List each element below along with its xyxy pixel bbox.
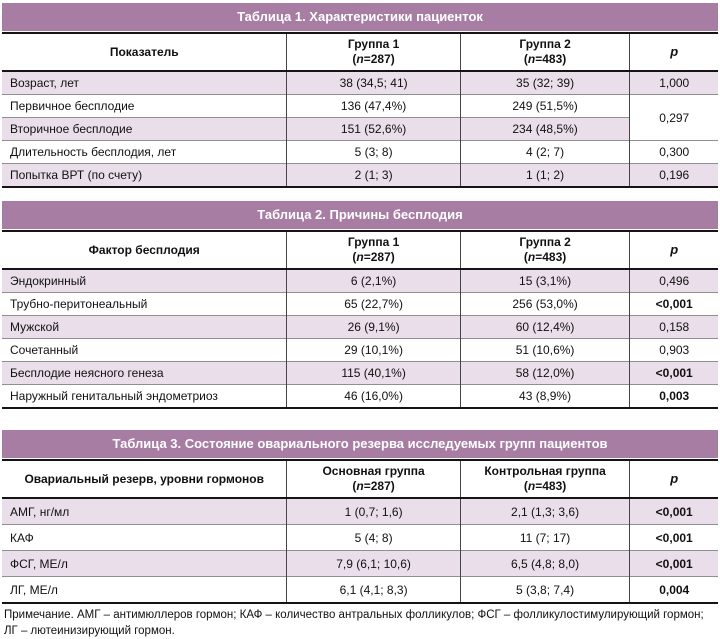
row-label-cell: АМГ, нг/мл: [2, 498, 287, 525]
column-header: p: [630, 231, 718, 269]
p-value-cell: 1,000: [630, 71, 718, 95]
group1-value-cell: 5 (3; 8): [287, 141, 460, 164]
group2-value-cell: 11 (7; 17): [460, 525, 630, 551]
row-label-cell: Длительность бесплодия, лет: [2, 141, 287, 164]
table-3-header-row: [2, 460, 718, 498]
group2-value-cell: 4 (2; 7): [460, 141, 630, 164]
table-row: [2, 339, 718, 362]
row-label-cell: Возраст, лет: [2, 71, 287, 95]
table-1-header-row: [2, 33, 718, 71]
p-value-cell: <0,001: [630, 293, 718, 316]
row-label-cell: Бесплодие неясного генеза: [2, 362, 287, 385]
table-row: [2, 95, 718, 118]
column-header: Группа 2 (n=483): [460, 231, 630, 269]
p-value-cell: <0,001: [630, 498, 718, 525]
table-row: [2, 71, 718, 95]
table-row: [2, 164, 718, 188]
group1-value-cell: 7,9 (6,1; 10,6): [287, 551, 460, 577]
group2-value-cell: 5 (3,8; 7,4): [460, 577, 630, 604]
p-value-cell: 0,496: [630, 269, 718, 293]
table-2-header-row: [2, 231, 718, 269]
column-header: Группа 1 (n=287): [287, 231, 460, 269]
table-2-block: [2, 201, 718, 409]
row-label-cell: Попытка ВРТ (по счету): [2, 164, 287, 188]
row-label-cell: ФСГ, МЕ/л: [2, 551, 287, 577]
table-1-block: [2, 3, 718, 188]
group1-value-cell: 29 (10,1%): [287, 339, 460, 362]
p-value-cell: 0,004: [630, 577, 718, 604]
row-label-cell: Первичное бесплодие: [2, 95, 287, 118]
group1-value-cell: 1 (0,7; 1,6): [287, 498, 460, 525]
group2-value-cell: 35 (32; 39): [460, 71, 630, 95]
group2-value-cell: 234 (48,5%): [460, 118, 630, 141]
group1-value-cell: 46 (16,0%): [287, 385, 460, 409]
group1-value-cell: 5 (4; 8): [287, 525, 460, 551]
row-label-cell: Мужской: [2, 316, 287, 339]
table-row: [2, 498, 718, 525]
group2-value-cell: 2,1 (1,3; 3,6): [460, 498, 630, 525]
table-row: [2, 577, 718, 604]
p-value-cell: 0,903: [630, 339, 718, 362]
table-row: [2, 141, 718, 164]
column-header: Основная группа (n=287): [287, 460, 460, 498]
row-label-cell: Вторичное бесплодие: [2, 118, 287, 141]
table-2-title: Таблица 2. Причины бесплодия: [2, 201, 718, 229]
p-value-cell: 0,196: [630, 164, 718, 188]
group1-value-cell: 38 (34,5; 41): [287, 71, 460, 95]
p-value-cell: <0,001: [630, 551, 718, 577]
group1-value-cell: 2 (1; 3): [287, 164, 460, 188]
row-label-cell: ЛГ, МЕ/л: [2, 577, 287, 604]
group1-value-cell: 136 (47,4%): [287, 95, 460, 118]
row-label-cell: Эндокринный: [2, 269, 287, 293]
table-1: [2, 32, 718, 188]
column-header: Группа 1 (n=287): [287, 33, 460, 71]
p-value-cell: 0,300: [630, 141, 718, 164]
row-label-cell: Сочетанный: [2, 339, 287, 362]
group1-value-cell: 26 (9,1%): [287, 316, 460, 339]
row-label-cell: Наружный генитальный эндометриоз: [2, 385, 287, 409]
p-value-cell: <0,001: [630, 525, 718, 551]
table-3-block: [2, 430, 718, 639]
group2-value-cell: 6,5 (4,8; 8,0): [460, 551, 630, 577]
table-row: [2, 269, 718, 293]
p-value-cell: 0,158: [630, 316, 718, 339]
group1-value-cell: 151 (52,6%): [287, 118, 460, 141]
table-row: [2, 362, 718, 385]
group2-value-cell: 1 (1; 2): [460, 164, 630, 188]
column-header: Овариальный резерв, уровни гормонов: [2, 460, 287, 498]
group1-value-cell: 6,1 (4,1; 8,3): [287, 577, 460, 604]
p-value-cell: 0,003: [630, 385, 718, 409]
table-1-title: Таблица 1. Характеристики пациенток: [2, 3, 718, 31]
column-header: Контрольная группа (n=483): [460, 460, 630, 498]
table-3-title: Таблица 3. Состояние овариального резерва исследуемых групп пациентов: [2, 430, 718, 458]
column-header: Показатель: [2, 33, 287, 71]
table-2: [2, 230, 718, 409]
table-row: [2, 525, 718, 551]
group2-value-cell: 51 (10,6%): [460, 339, 630, 362]
table-3: [2, 459, 718, 604]
group1-value-cell: 6 (2,1%): [287, 269, 460, 293]
p-value-cell: 0,297: [630, 95, 718, 141]
table-row: [2, 316, 718, 339]
column-header: Группа 2 (n=483): [460, 33, 630, 71]
table-3-footnote: Примечание. АМГ – антимюллеров гормон; КАФ – количество антральных фолликулов; ФСГ – фолликулостимулирующий гормон; ЛГ – лютеинизирующий гормон.: [4, 609, 704, 637]
table-row: [2, 293, 718, 316]
group2-value-cell: 15 (3,1%): [460, 269, 630, 293]
group2-value-cell: 58 (12,0%): [460, 362, 630, 385]
group2-value-cell: 249 (51,5%): [460, 95, 630, 118]
column-header: p: [630, 460, 718, 498]
table-row: [2, 118, 718, 141]
group2-value-cell: 43 (8,9%): [460, 385, 630, 409]
row-label-cell: КАФ: [2, 525, 287, 551]
column-header: Фактор бесплодия: [2, 231, 287, 269]
table-row: [2, 551, 718, 577]
table-row: [2, 385, 718, 409]
group2-value-cell: 256 (53,0%): [460, 293, 630, 316]
p-value-cell: <0,001: [630, 362, 718, 385]
group1-value-cell: 65 (22,7%): [287, 293, 460, 316]
group1-value-cell: 115 (40,1%): [287, 362, 460, 385]
group2-value-cell: 60 (12,4%): [460, 316, 630, 339]
row-label-cell: Трубно-перитонеальный: [2, 293, 287, 316]
column-header: p: [630, 33, 718, 71]
